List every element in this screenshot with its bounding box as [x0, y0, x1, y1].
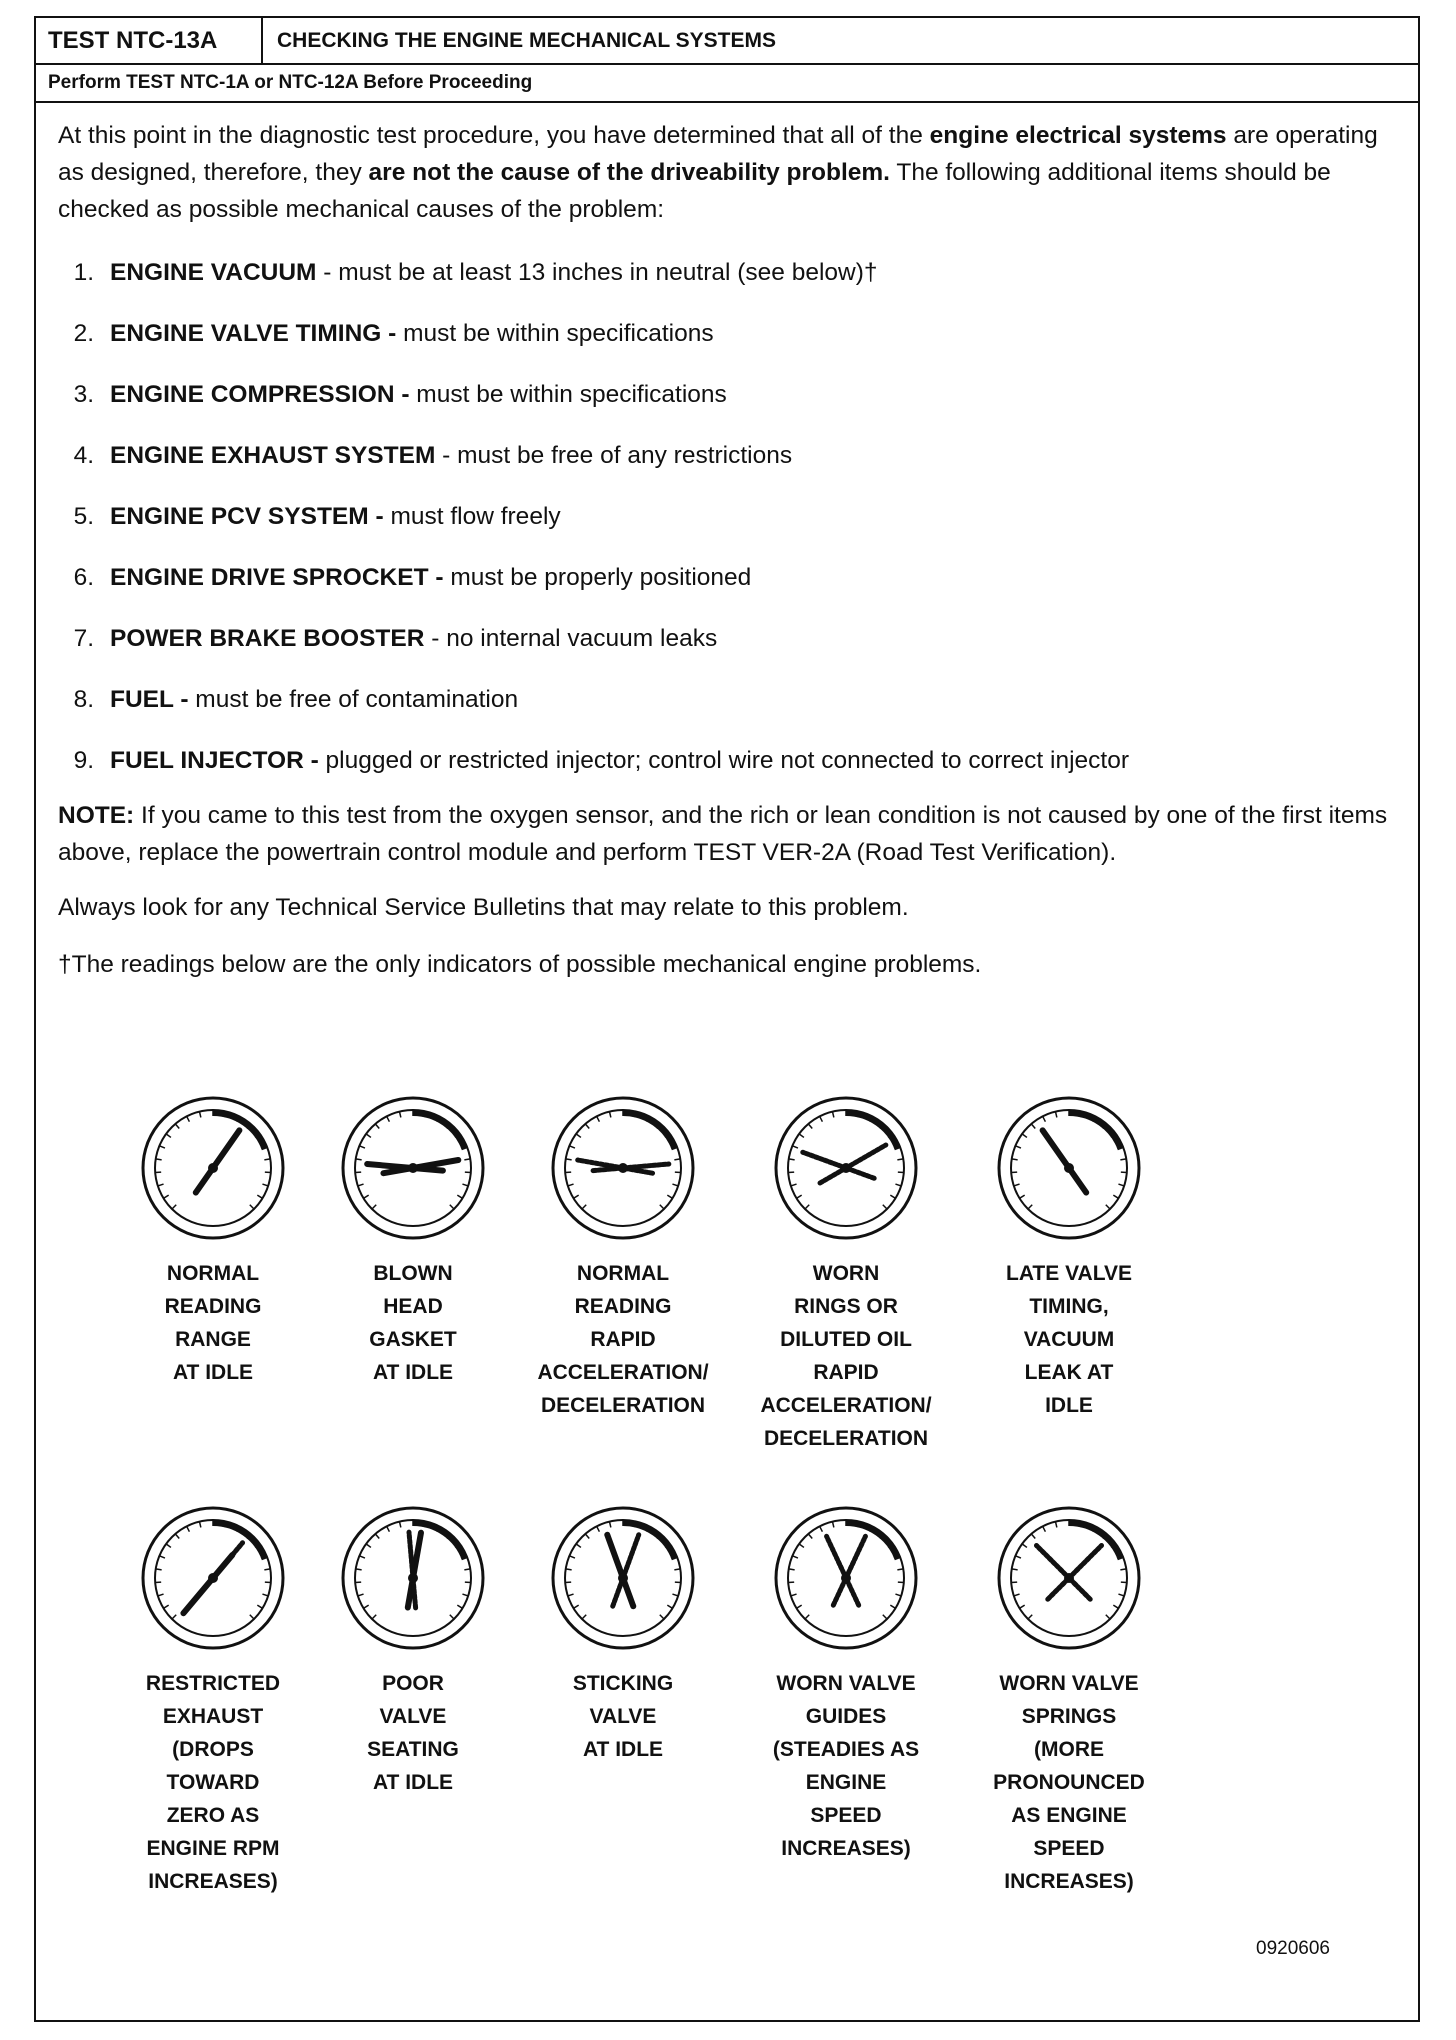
caption-line: DECELERATION [540, 1394, 706, 1417]
note-text: If you came to this test from the oxygen sensor, and the rich or lean condition is not caused by one of the first items above, replace the powertrain control module and perform TEST VER-2A (Road Test Verification). [58, 802, 1388, 866]
item-text [110, 620, 717, 657]
page-title: CHECKING THE ENGINE MECHANICAL SYSTEMS [277, 28, 776, 52]
gauge-caption [108, 1257, 318, 1389]
check-item [58, 608, 1396, 669]
gauge-caption [964, 1257, 1174, 1422]
item-description: must flow freely [383, 503, 561, 530]
check-item [58, 486, 1396, 547]
gauge-caption [308, 1257, 518, 1389]
caption-line: READING [574, 1295, 672, 1318]
caption-line: AT IDLE [372, 1361, 454, 1384]
caption-line: WORN VALVE [999, 1672, 1139, 1695]
item-heading: ENGINE DRIVE SPROCKET - [110, 564, 444, 591]
caption-line: (MORE [1034, 1738, 1104, 1761]
caption-line: AS ENGINE [1011, 1804, 1127, 1827]
item-description: - no internal vacuum leaks [424, 625, 718, 652]
vacuum-gauge-icon [338, 1503, 488, 1653]
intro-bold-2: are not the cause of the driveability problem. [368, 159, 890, 186]
item-number: 6. [73, 564, 94, 591]
item-heading: ENGINE COMPRESSION - [110, 381, 410, 408]
check-list [58, 242, 1396, 791]
gauge-reading [741, 1093, 951, 1455]
item-text [110, 254, 878, 291]
caption-line: VALVE [379, 1705, 447, 1728]
caption-line: RESTRICTED [145, 1672, 281, 1695]
tsb-paragraph: Always look for any Technical Service Bulletins that may relate to this problem. [58, 894, 909, 921]
gauge-caption [308, 1667, 518, 1799]
prerequisite-note: Perform TEST NTC-1A or NTC-12A Before Proceeding [36, 65, 1418, 103]
caption-line: AT IDLE [372, 1771, 454, 1794]
vacuum-gauge-icon [338, 1093, 488, 1243]
item-description: must be properly positioned [443, 564, 752, 591]
gauge-reading [964, 1503, 1174, 1898]
vacuum-gauge-icon [771, 1093, 921, 1243]
item-text [110, 559, 751, 596]
item-number: 9. [73, 747, 94, 774]
caption-line: SPEED [1033, 1837, 1105, 1860]
item-heading: FUEL INJECTOR - [110, 747, 319, 774]
caption-line: RANGE [175, 1328, 251, 1351]
caption-line: EXHAUST [162, 1705, 264, 1728]
vacuum-gauge-icon [548, 1503, 698, 1653]
caption-line: IDLE [1045, 1394, 1093, 1417]
caption-line: GASKET [369, 1328, 457, 1351]
caption-line: (STEADIES AS [772, 1738, 920, 1761]
item-text [110, 742, 1129, 779]
intro-text-2: are operating as designed, therefore, they [58, 122, 1378, 186]
gauge-caption [964, 1667, 1174, 1898]
caption-line: INCREASES) [148, 1870, 278, 1893]
item-number: 7. [73, 625, 94, 652]
caption-line: GUIDES [805, 1705, 887, 1728]
check-item [58, 730, 1396, 791]
item-heading: FUEL - [110, 686, 189, 713]
item-number: 3. [73, 381, 94, 408]
gauge-reading [108, 1093, 318, 1389]
caption-line: BLOWN [373, 1262, 453, 1285]
item-text [110, 681, 518, 718]
check-item [58, 669, 1396, 730]
caption-line: VACUUM [1023, 1328, 1115, 1351]
test-id: TEST NTC-13A [36, 18, 263, 63]
caption-line: NORMAL [166, 1262, 260, 1285]
item-text [110, 376, 727, 413]
caption-line: ENGINE RPM [146, 1837, 280, 1860]
vacuum-gauge-icon [138, 1503, 288, 1653]
caption-line: ACCELERATION/ [760, 1394, 932, 1417]
caption-line: STICKING [572, 1672, 674, 1695]
caption-line: LEAK AT [1024, 1361, 1114, 1384]
caption-line: AT IDLE [582, 1738, 664, 1761]
item-heading: POWER BRAKE BOOSTER [110, 625, 425, 652]
item-description: plugged or restricted injector; control wire not connected to correct injector [318, 747, 1129, 774]
caption-line: INCREASES) [1004, 1870, 1134, 1893]
check-item [58, 242, 1396, 303]
item-heading: ENGINE EXHAUST SYSTEM [110, 442, 436, 469]
caption-line: HEAD [383, 1295, 443, 1318]
gauge-reading [308, 1093, 518, 1389]
caption-line: AT IDLE [172, 1361, 254, 1384]
caption-line: TIMING, [1029, 1295, 1109, 1318]
figure-code: 0920606 [1256, 1938, 1330, 1959]
caption-line: ZERO AS [166, 1804, 260, 1827]
caption-line: WORN [812, 1262, 880, 1285]
gauge-reading [741, 1503, 951, 1865]
vacuum-gauge-icon [548, 1093, 698, 1243]
caption-line: (DROPS [172, 1738, 254, 1761]
caption-line: RINGS OR [794, 1295, 898, 1318]
item-heading: ENGINE VACUUM [110, 259, 317, 286]
caption-line: RAPID [590, 1328, 656, 1351]
caption-line: RAPID [813, 1361, 879, 1384]
gauge-caption [741, 1257, 951, 1455]
gauge-reading [518, 1093, 728, 1422]
check-item [58, 425, 1396, 486]
vacuum-gauge-icon [994, 1093, 1144, 1243]
caption-line: ACCELERATION/ [537, 1361, 709, 1384]
gauge-caption [741, 1667, 951, 1865]
caption-line: WORN VALVE [776, 1672, 916, 1695]
content [36, 103, 1418, 983]
item-description: must be within specifications [409, 381, 727, 408]
gauge-reading [308, 1503, 518, 1799]
item-heading: ENGINE PCV SYSTEM - [110, 503, 384, 530]
item-heading: ENGINE VALVE TIMING - [110, 320, 397, 347]
caption-line: LATE VALVE [1006, 1262, 1132, 1285]
dagger-note: †The readings below are the only indicators of possible mechanical engine problems. [58, 951, 982, 978]
caption-line: SEATING [367, 1738, 459, 1761]
caption-line: DECELERATION [763, 1427, 929, 1450]
intro-bold-1: engine electrical systems [929, 122, 1227, 149]
caption-line: NORMAL [576, 1262, 670, 1285]
item-description: - must be at least 13 inches in neutral (see below)† [316, 259, 878, 286]
caption-line: INCREASES) [781, 1837, 911, 1860]
caption-line: SPEED [810, 1804, 882, 1827]
vacuum-gauge-icon [138, 1093, 288, 1243]
caption-line: READING [164, 1295, 262, 1318]
item-number: 2. [73, 320, 94, 347]
check-item [58, 547, 1396, 608]
note-paragraph [58, 797, 1396, 871]
caption-line: SPRINGS [1021, 1705, 1117, 1728]
caption-line: POOR [382, 1672, 444, 1695]
caption-line: VALVE [589, 1705, 657, 1728]
check-item [58, 303, 1396, 364]
item-text [110, 498, 561, 535]
intro-text-3: The following additional items should be checked as possible mechanical causes of the problem: [58, 159, 1331, 223]
item-description: must be within specifications [396, 320, 714, 347]
caption-line: TOWARD [166, 1771, 260, 1794]
vacuum-gauge-icon [771, 1503, 921, 1653]
caption-line: PRONOUNCED [993, 1771, 1145, 1794]
item-text [110, 437, 792, 474]
item-number: 8. [73, 686, 94, 713]
item-number: 4. [73, 442, 94, 469]
intro-text-1: At this point in the diagnostic test procedure, you have determined that all of the [58, 122, 930, 149]
item-number: 1. [73, 259, 94, 286]
header [36, 18, 1418, 65]
caption-line: DILUTED OIL [780, 1328, 912, 1351]
note-label: NOTE: [58, 802, 135, 829]
procedure-page [34, 16, 1420, 2022]
check-item [58, 364, 1396, 425]
vacuum-gauge-icon [994, 1503, 1144, 1653]
gauge-caption [518, 1257, 728, 1422]
gauge-reading [964, 1093, 1174, 1422]
item-text [110, 315, 714, 352]
gauge-caption [518, 1667, 728, 1766]
item-description: - must be free of any restrictions [435, 442, 793, 469]
caption-line: ENGINE [805, 1771, 887, 1794]
item-number: 5. [73, 503, 94, 530]
gauge-reading [518, 1503, 728, 1766]
gauge-caption [108, 1667, 318, 1898]
item-description: must be free of contamination [188, 686, 519, 713]
gauge-reading [108, 1503, 318, 1898]
intro-paragraph [58, 117, 1396, 228]
